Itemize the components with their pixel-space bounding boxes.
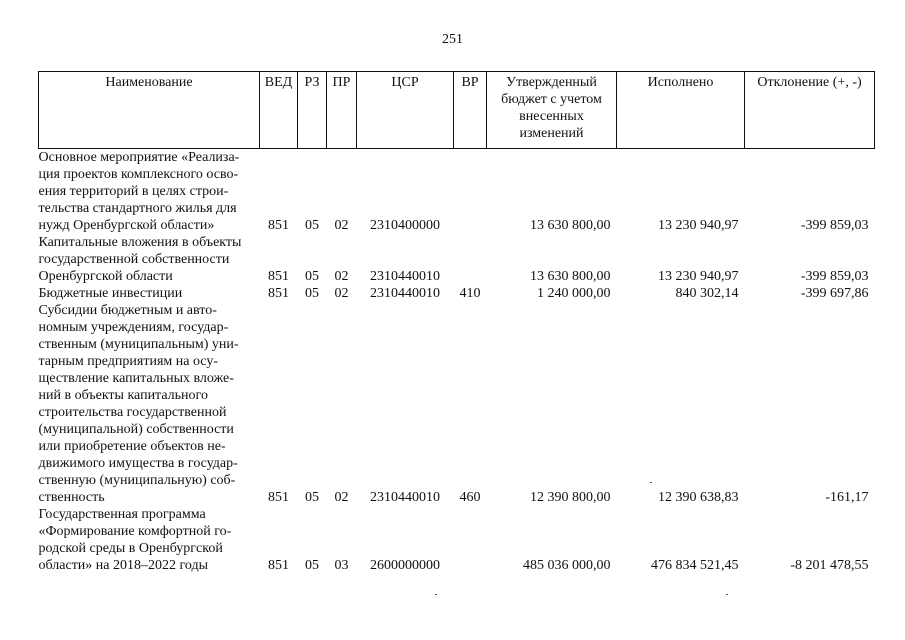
row-vr	[454, 234, 487, 285]
row-approved: 12 390 800,00	[530, 490, 611, 505]
row-approved: 13 630 800,00	[530, 218, 611, 233]
row-executed: 13 230 940,97	[658, 269, 739, 284]
row-name: Капитальные вложения в объекты государственной собственности Оренбургской области	[38, 235, 242, 284]
row-vr: 410	[459, 286, 481, 301]
table-row	[39, 302, 875, 506]
row-ved: 851	[268, 490, 289, 505]
row-vr	[454, 149, 487, 235]
row-deviation: -399 697,86	[800, 286, 869, 301]
row-approved: 1 240 000,00	[537, 286, 611, 301]
table-row	[39, 285, 875, 302]
row-pr: 02	[334, 269, 349, 284]
row-deviation: -161,17	[825, 490, 869, 505]
header-vr: ВР	[454, 72, 487, 149]
row-csr: 2310440010	[370, 286, 440, 301]
table-header-row	[39, 72, 875, 149]
header-executed: Исполнено	[617, 72, 745, 149]
row-pr: 02	[334, 286, 349, 301]
row-csr: 2310440010	[370, 269, 440, 284]
row-name: Субсидии бюджетным и авто- номным учреждениям, государ- ственным (муниципальным) уни- тарным предприятиям на осу- ществление капитальных вложе- ний в объекты капитального строительства государственной (муниципальной) собственности или приобретение объектов не- движимого имущества в государ- ственную (муниципальную) соб- ственность	[38, 303, 239, 505]
row-vr: 460	[459, 490, 481, 505]
page-number: 251	[442, 32, 463, 47]
row-deviation: -8 201 478,55	[790, 558, 869, 573]
scan-speck	[650, 482, 652, 483]
row-approved: 13 630 800,00	[530, 269, 611, 284]
row-csr: 2310400000	[370, 218, 440, 233]
budget-table	[38, 71, 875, 574]
row-name: Бюджетные инвестиции	[38, 286, 183, 301]
header-pr: ПР	[327, 72, 357, 149]
scan-speck	[726, 594, 728, 595]
header-csr: ЦСР	[357, 72, 454, 149]
row-ved: 851	[268, 269, 289, 284]
table-row	[39, 149, 875, 235]
header-rz: РЗ	[298, 72, 327, 149]
row-executed: 476 834 521,45	[651, 558, 739, 573]
row-rz: 05	[305, 490, 319, 505]
row-deviation: -399 859,03	[800, 269, 869, 284]
row-deviation: -399 859,03	[800, 218, 869, 233]
header-ved: ВЕД	[260, 72, 298, 149]
scan-speck	[435, 594, 437, 595]
row-executed: 840 302,14	[675, 286, 739, 301]
row-pr: 02	[334, 490, 349, 505]
row-ved: 851	[268, 286, 289, 301]
row-approved: 485 036 000,00	[523, 558, 611, 573]
row-ved: 851	[268, 218, 289, 233]
row-pr: 03	[334, 558, 349, 573]
row-pr: 02	[334, 218, 349, 233]
row-csr: 2600000000	[370, 558, 440, 573]
row-name: Государственная программа «Формирование комфортной го- родской среды в Оренбургской области» на 2018–2022 годы	[38, 507, 232, 573]
row-csr: 2310440010	[370, 490, 440, 505]
row-ved: 851	[268, 558, 289, 573]
table-row	[39, 234, 875, 285]
header-name: Наименование	[39, 72, 260, 149]
row-rz: 05	[305, 269, 319, 284]
table-row	[39, 506, 875, 574]
row-executed: 12 390 638,83	[658, 490, 739, 505]
header-approved: Утвержденный бюджет с учетом внесенных изменений	[487, 72, 617, 149]
row-rz: 05	[305, 558, 319, 573]
row-vr	[454, 506, 487, 574]
row-name: Основное мероприятие «Реализа- ция проектов комплексного осво- ения территорий в целях строи- тельства стандартного жилья для нужд Оренбургской области»	[38, 150, 240, 233]
row-rz: 05	[305, 218, 319, 233]
header-deviation: Отклонение (+, -)	[745, 72, 875, 149]
row-executed: 13 230 940,97	[658, 218, 739, 233]
row-rz: 05	[305, 286, 319, 301]
